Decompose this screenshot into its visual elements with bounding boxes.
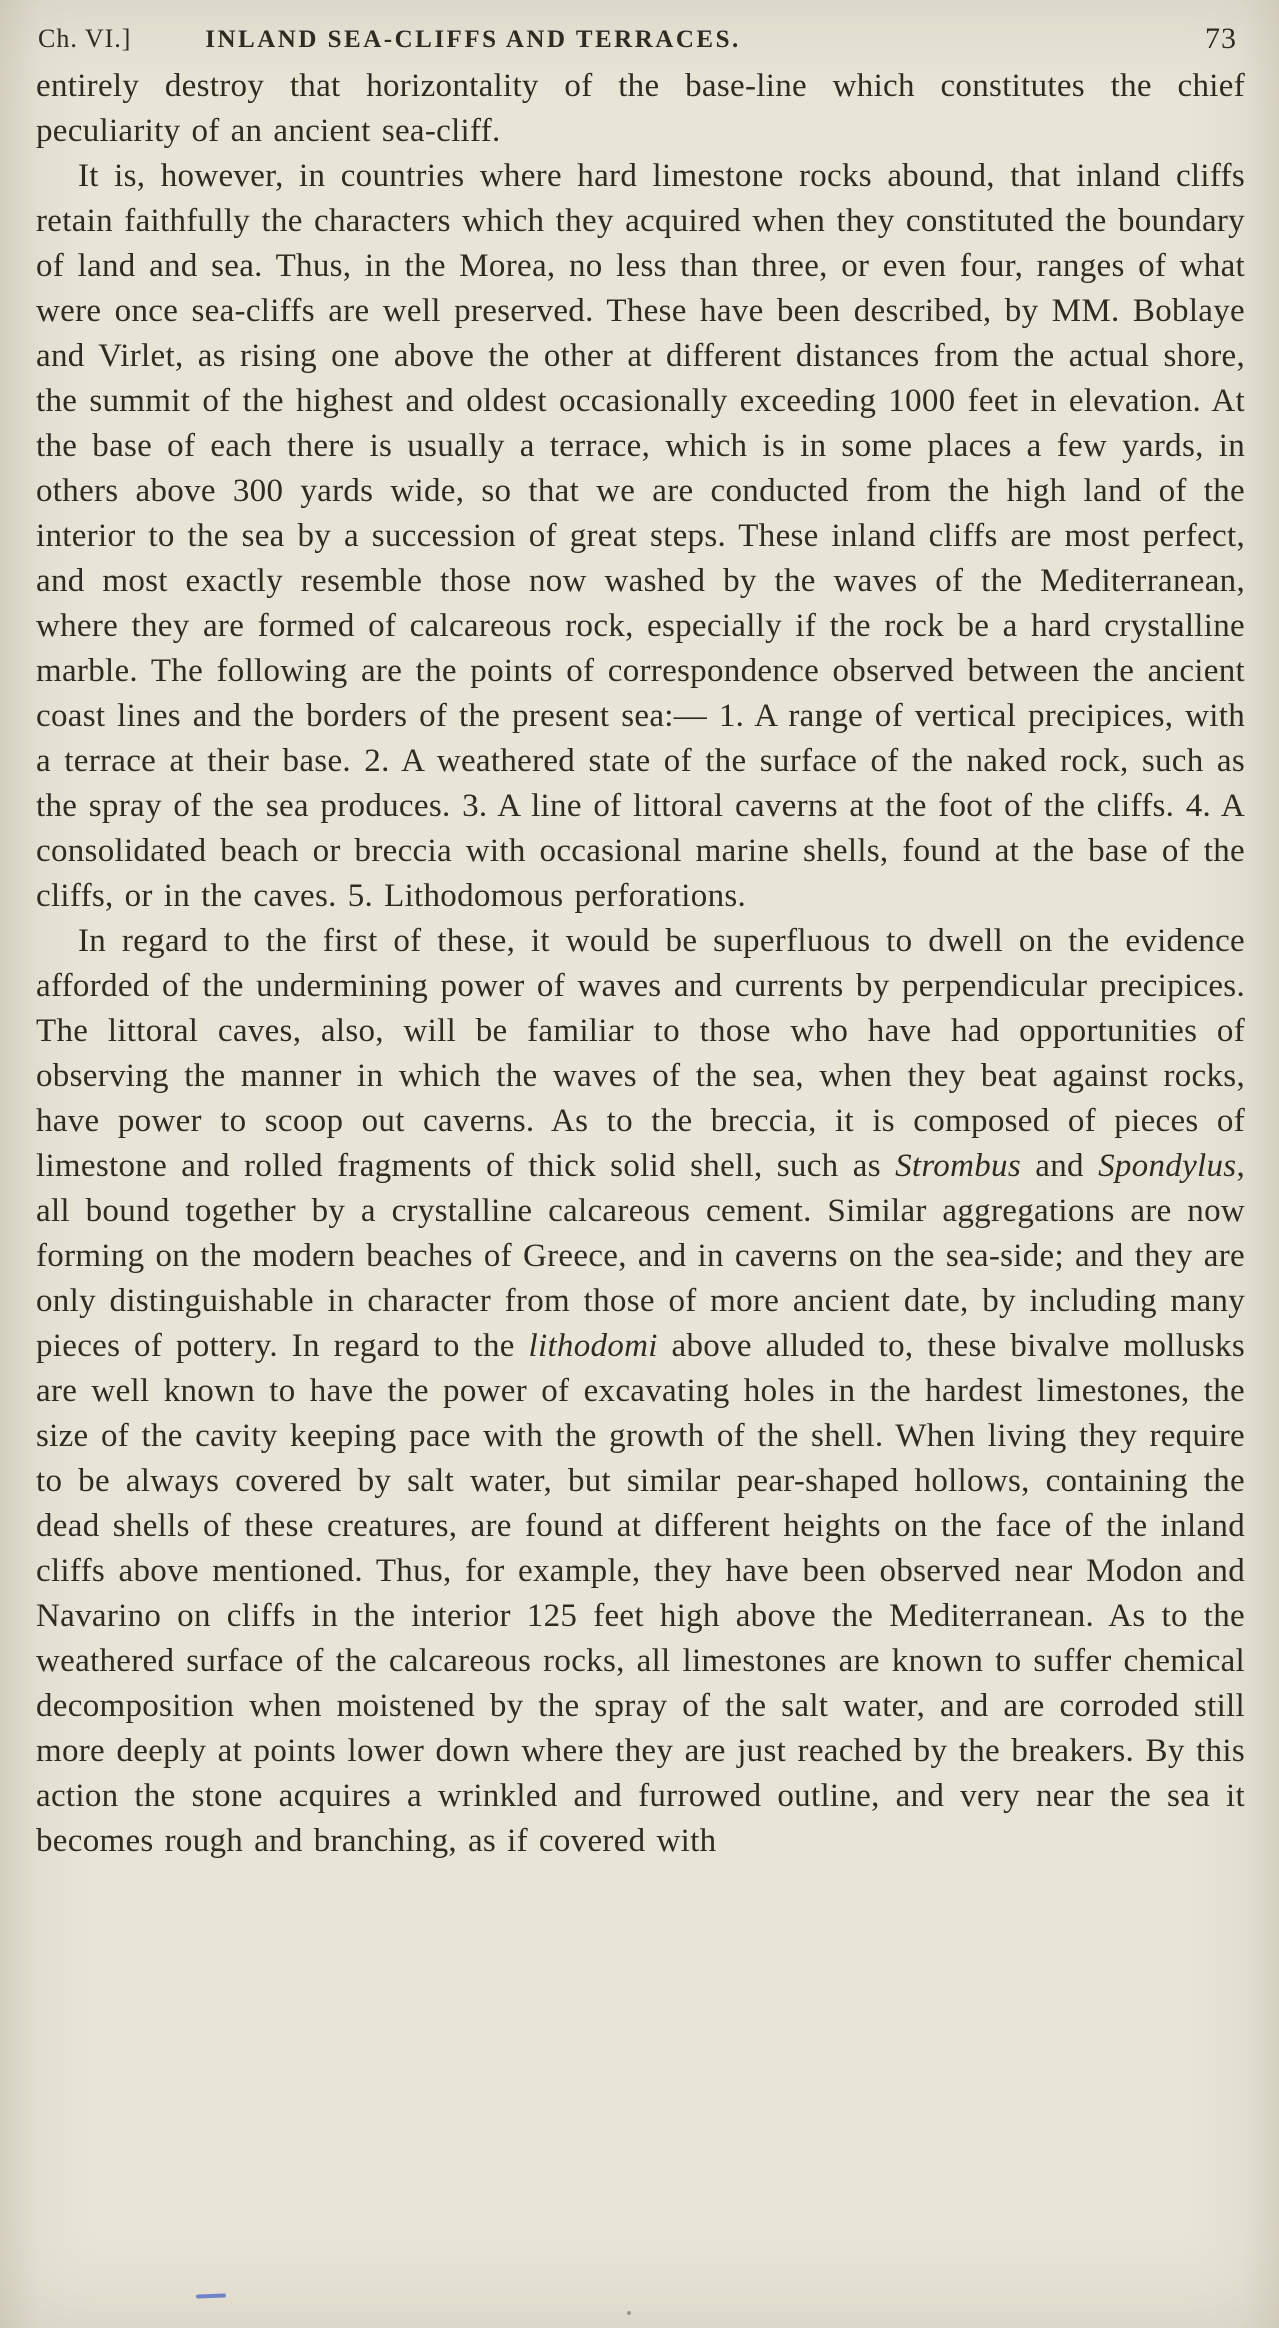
paragraph [36, 919, 1245, 1864]
text-run: In regard to the first of these, it would be superfluous to dwell on the evidence afforded of the undermining power of waves and currents by perpendicular precipices. The littoral caves, also, will be familiar to those who have had opportunities of observing the manner in which the waves of the sea, when they beat against rocks, have power to scoop out caverns. As to the breccia, it is composed of pieces of limestone and rolled fragments of thick solid shell, such as [36, 923, 1245, 1184]
paper-speck [627, 2311, 631, 2315]
page-number: 73 [1205, 22, 1237, 55]
page-header [0, 20, 1279, 64]
text-run: entirely destroy that horizontality of the base-line which constitutes the chief peculiarity of an ancient sea-cliff. [36, 68, 1245, 149]
paragraph [36, 154, 1245, 919]
text-run: , all bound together by a crystalline calcareous cement. Similar aggregations are now forming on the modern beaches of Greece, and in caverns on the sea-side; and they are only distinguishable in character from those of more ancient date, by including many pieces of pottery. In regard to the [36, 1148, 1245, 1364]
italic-text: lithodomi [528, 1328, 658, 1364]
running-title: INLAND SEA-CLIFFS AND TERRACES. [205, 26, 741, 53]
page-body [36, 64, 1245, 1864]
pen-mark [196, 2293, 226, 2298]
text-run: above alluded to, these bivalve mollusks are well known to have the power of excavating holes in the hardest limestones, the size of the cavity keeping pace with the growth of the shell. When living they require to be always covered by salt water, but similar pear-shaped hollows, containing the dead shells of these creatures, are found at different heights on the face of the inland cliffs above mentioned. Thus, for example, they have been observed near Modon and Navarino on cliffs in the interior 125 feet high above the Mediterranean. As to the weathered surface of the calcareous rocks, all limestones are known to suffer chemical decomposition when moistened by the spray of the salt water, and are corroded still more deeply at points lower down where they are just reached by the breakers. By this action the stone acquires a wrinkled and furrowed outline, and very near the sea it becomes rough and branching, as if covered with [36, 1328, 1245, 1859]
chapter-label: Ch. VI.] [38, 24, 132, 53]
text-run: It is, however, in countries where hard limestone rocks abound, that inland cliffs retain faithfully the characters which they acquired when they constituted the boundary of land and sea. Thus, in the Morea, no less than three, or even four, ranges of what were once sea-cliffs are well preserved. These have been described, by MM. Boblaye and Virlet, as rising one above the other at different distances from the actual shore, the summit of the highest and oldest occasionally exceeding 1000 feet in elevation. At the base of each there is usually a terrace, which is in some places a few yards, in others above 300 yards wide, so that we are conducted from the high land of the interior to the sea by a succession of great steps. These inland cliffs are most perfect, and most exactly resemble those now washed by the waves of the Mediterranean, where they are formed of calcareous rock, especially if the rock be a hard crystalline marble. The following are the points of correspondence observed between the ancient coast lines and the borders of the present sea:— 1. A range of vertical precipices, with a terrace at their base. 2. A weathered state of the surface of the naked rock, such as the spray of the sea produces. 3. A line of littoral caverns at the foot of the cliffs. 4. A consolidated beach or breccia with occasional marine shells, found at the base of the cliffs, or in the caves. 5. Lithodomous perforations. [36, 158, 1245, 914]
italic-text: Strombus [895, 1148, 1021, 1184]
text-run: and [1020, 1148, 1099, 1184]
italic-text: Spondylus [1098, 1148, 1237, 1184]
paragraph [36, 64, 1245, 154]
